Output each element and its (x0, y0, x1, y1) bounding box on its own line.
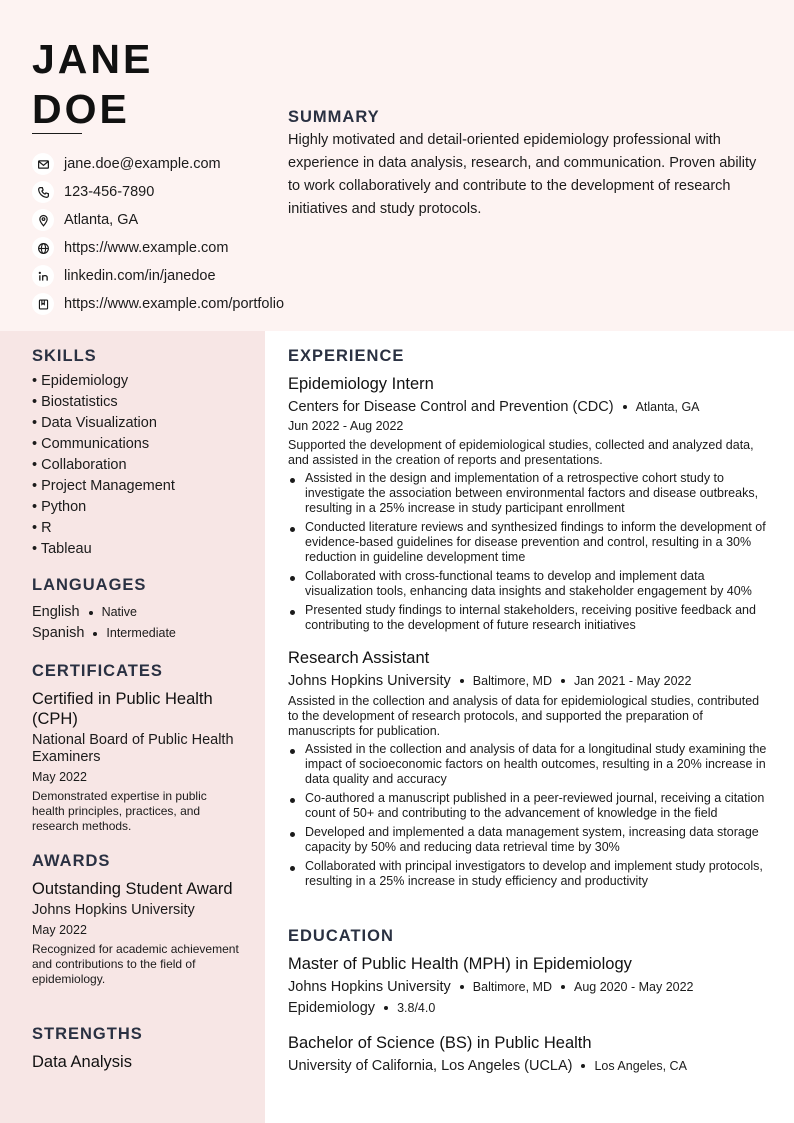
list-item: • Epidemiology (32, 373, 129, 389)
certificates-heading: CERTIFICATES (32, 662, 163, 680)
contact-linkedin-text: linkedin.com/in/janedoe (64, 268, 216, 284)
list-item: • Communications (32, 436, 150, 452)
list-item: • Tableau (32, 541, 92, 557)
job-entry (288, 374, 772, 633)
education-heading: EDUCATION (288, 927, 394, 945)
certificate-date: May 2022 (32, 770, 87, 784)
list-item: Assisted in the design and implementation of a retrospective cohort study to investigate the association between environmental factors and disease outbreaks, resulting in a 25% increase in study participant enrollment (288, 471, 772, 516)
degree-meta (288, 977, 772, 997)
contact-website[interactable] (32, 234, 284, 262)
certificate-issuer: National Board of Public Health Examiners (32, 732, 234, 765)
list-item: Co-authored a manuscript published in a peer-reviewed journal, receiving a citation count of 50+ and contributing to the advancement of knowledge in the field (288, 791, 772, 821)
awards-section (32, 852, 242, 987)
list-item: • Python (32, 499, 87, 515)
awards-heading: AWARDS (32, 852, 111, 870)
contact-email-text: jane.doe@example.com (64, 156, 221, 172)
degree-details (288, 998, 772, 1018)
list-item: • Project Management (32, 478, 175, 494)
job-description: Supported the development of epidemiological studies, collected and analyzed data, and assisted in the creation of reports and presentations. (288, 438, 754, 467)
separator-dot (460, 679, 464, 683)
language-row (32, 623, 242, 644)
contact-email[interactable] (32, 150, 284, 178)
list-item: Presented study findings to internal stakeholders, receiving positive feedback and contributing to the development of future research initiatives (288, 603, 772, 633)
certificate-name: Certified in Public Health (CPH) (32, 690, 213, 728)
job-company: Centers for Disease Control and Prevention (CDC) (288, 399, 614, 415)
separator-dot (623, 405, 627, 409)
name-divider (32, 133, 82, 134)
list-item: • Collaboration (32, 457, 127, 473)
language-name: English (32, 604, 80, 620)
strength-item: Data Analysis (32, 1053, 132, 1071)
job-entry (288, 648, 772, 889)
degree-title: Bachelor of Science (BS) in Public Health (288, 1034, 592, 1052)
phone-icon (32, 181, 54, 203)
mail-icon (32, 153, 54, 175)
separator-dot (460, 985, 464, 989)
contact-list (32, 150, 284, 318)
portfolio-icon (32, 293, 54, 315)
skills-heading: SKILLS (32, 347, 97, 365)
job-meta (288, 397, 772, 417)
candidate-name (32, 34, 153, 134)
job-bullets (288, 471, 772, 633)
languages-section (32, 576, 242, 644)
language-row (32, 602, 242, 623)
contact-location (32, 206, 284, 234)
degree-school: Johns Hopkins University (288, 979, 451, 995)
contact-portfolio[interactable] (32, 290, 284, 318)
contact-website-text: https://www.example.com (64, 240, 229, 256)
list-item: Collaborated with principal investigators to develop and implement study protocols, resulting in a 25% increase in study efficiency and productivity (288, 859, 772, 889)
list-item: Assisted in the collection and analysis of data for a longitudinal study examining the impact of socioeconomic factors on health outcomes, resulting in a 20% increase in data quality and accuracy (288, 742, 772, 787)
job-dates: Jan 2021 - May 2022 (573, 674, 692, 688)
award-issuer: Johns Hopkins University (32, 902, 195, 918)
award-name: Outstanding Student Award (32, 880, 233, 898)
education-section (288, 927, 772, 1076)
certificate-description: Demonstrated expertise in public health principles, practices, and research methods. (32, 789, 207, 833)
last-name: DOE (32, 86, 130, 132)
job-title: Epidemiology Intern (288, 375, 434, 393)
job-description: Assisted in the collection and analysis of data for epidemiological studies, contributed to the development of research protocols, and supported the preparation of manuscripts for publication. (288, 694, 760, 738)
contact-phone-text: 123-456-7890 (64, 184, 155, 200)
skills-list (32, 371, 242, 560)
contact-phone[interactable] (32, 178, 284, 206)
language-level: Intermediate (106, 626, 176, 640)
skills-section (32, 347, 242, 560)
degree-meta (288, 1056, 772, 1076)
degree-entry (288, 1033, 772, 1076)
separator-dot (561, 985, 565, 989)
location-pin-icon (32, 209, 54, 231)
list-item: • Biostatistics (32, 394, 118, 410)
language-name: Spanish (32, 625, 85, 641)
experience-heading: EXPERIENCE (288, 347, 405, 365)
job-company: Johns Hopkins University (288, 673, 451, 689)
degree-entry (288, 954, 772, 1018)
job-location: Baltimore, MD (472, 674, 552, 688)
contact-portfolio-text: https://www.example.com/portfolio (64, 296, 285, 312)
experience-section (288, 347, 772, 893)
contact-linkedin[interactable] (32, 262, 284, 290)
degree-gpa: 3.8/4.0 (397, 1001, 436, 1015)
degree-location: Baltimore, MD (472, 980, 552, 994)
degree-school: University of California, Los Angeles (UCLA) (288, 1058, 573, 1074)
list-item: • Data Visualization (32, 415, 157, 431)
linkedin-icon (32, 265, 54, 287)
job-title: Research Assistant (288, 649, 430, 667)
award-description: Recognized for academic achievement and contributions to the field of epidemiology. (32, 942, 239, 986)
contact-location-text: Atlanta, GA (64, 212, 139, 228)
degree-location: Los Angeles, CA (594, 1059, 687, 1073)
language-level: Native (101, 605, 137, 619)
first-name: JANE (32, 36, 154, 82)
list-item: Collaborated with cross-functional teams to develop and implement data visualization tools, enhancing data insights and stakeholder engagement by 40% (288, 569, 772, 599)
separator-dot (561, 679, 565, 683)
degree-field: Epidemiology (288, 1000, 376, 1016)
strengths-section (32, 1025, 242, 1072)
job-dates: Jun 2022 - Aug 2022 (288, 419, 404, 433)
summary-text: Highly motivated and detail-oriented epidemiology professional with experience in data analysis, research, and communication. Proven ability to work collaboratively and contribute to the development of research initiatives and study protocols. (288, 132, 757, 217)
award-date: May 2022 (32, 923, 87, 937)
strengths-heading: STRENGTHS (32, 1025, 143, 1043)
degree-dates: Aug 2020 - May 2022 (573, 980, 694, 994)
summary-section (288, 108, 762, 221)
degree-title: Master of Public Health (MPH) in Epidemiology (288, 955, 632, 973)
languages-heading: LANGUAGES (32, 576, 147, 594)
separator-dot (581, 1064, 585, 1068)
job-meta (288, 671, 772, 691)
job-location: Atlanta, GA (635, 400, 700, 414)
separator-dot (93, 632, 97, 636)
separator-dot (89, 611, 93, 615)
list-item: Conducted literature reviews and synthesized findings to inform the development of evidence-based guidelines for disease prevention and control, resulting in a 30% reduction in guideline development time (288, 520, 772, 565)
globe-icon (32, 237, 54, 259)
list-item: • R (32, 520, 52, 536)
list-item: Developed and implemented a data management system, increasing data storage capacity by 50% and reducing data retrieval time by 30% (288, 825, 772, 855)
separator-dot (384, 1006, 388, 1010)
summary-heading: SUMMARY (288, 108, 380, 126)
certificates-section (32, 662, 242, 834)
job-bullets (288, 742, 772, 889)
